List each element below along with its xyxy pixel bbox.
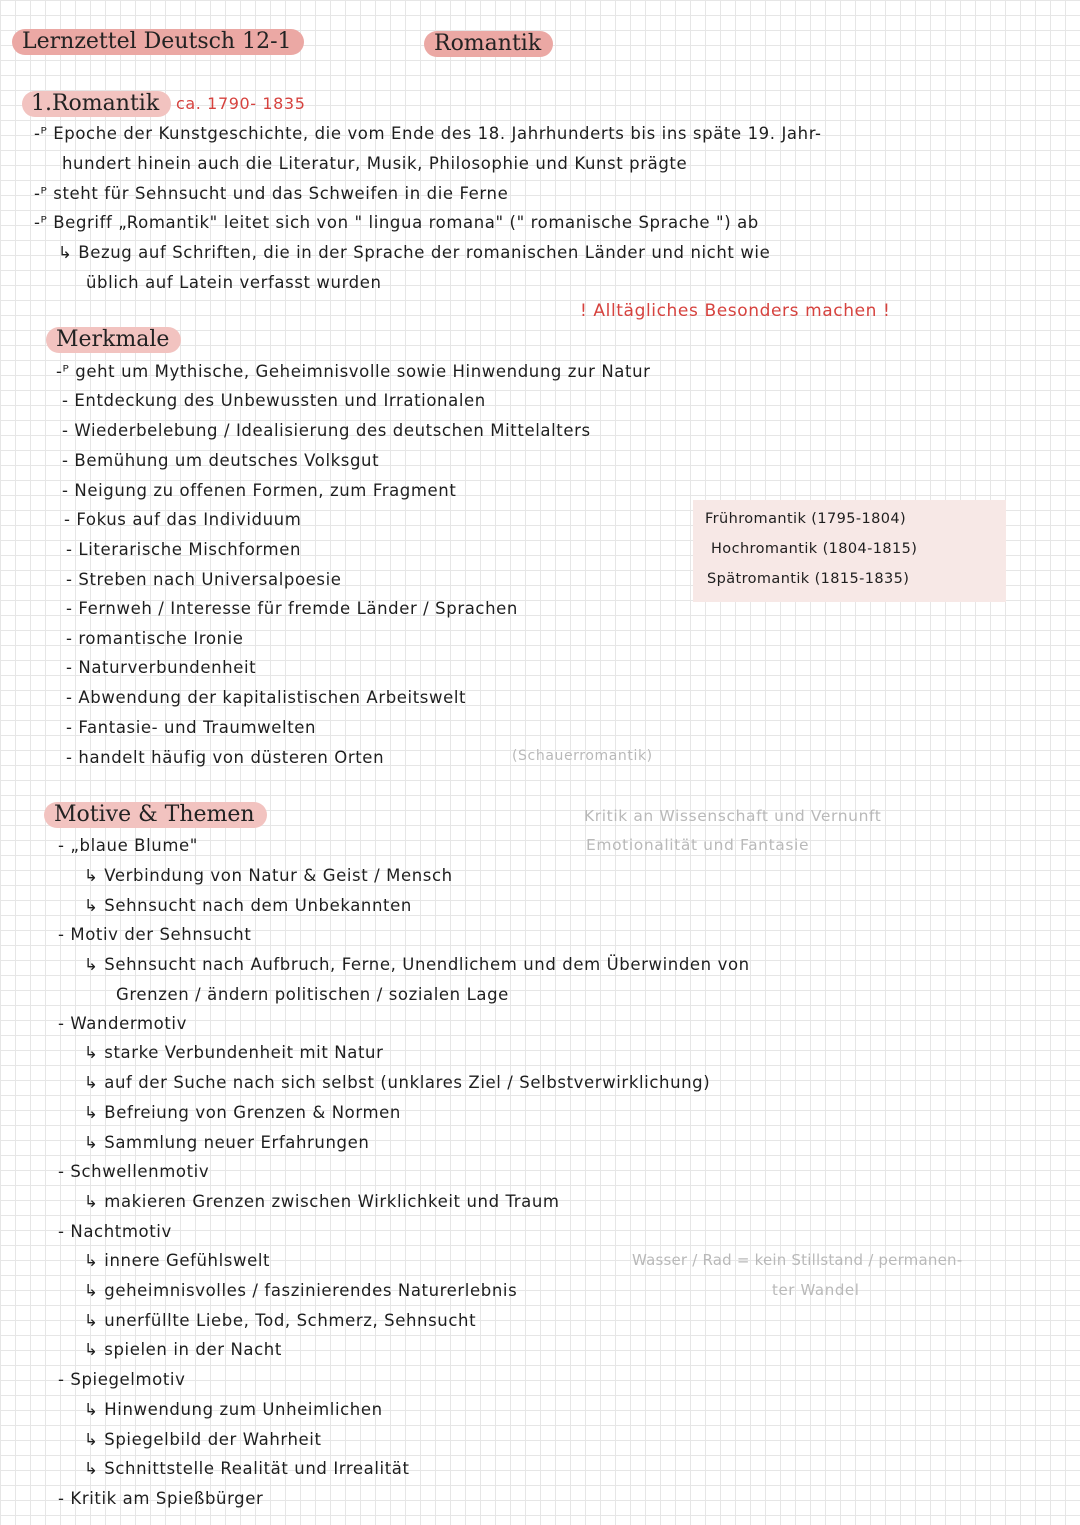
merkmal-item: - Abwendung der kapitalistischen Arbeitswelt: [66, 688, 467, 707]
merkmal-item: - Fokus auf das Individuum: [64, 510, 302, 529]
side-note-emotion: Emotionalität und Fantasie: [586, 836, 810, 854]
slogan: ! Alltägliches Besonders machen !: [580, 301, 891, 321]
motiv-line: Grenzen / ändern politischen / sozialen Lage: [116, 985, 509, 1004]
side-note-kritik: Kritik an Wissenschaft und Vernunft: [584, 807, 882, 825]
motiv-line: - Schwellenmotiv: [58, 1162, 210, 1181]
motiv-line: ↳ innere Gefühlswelt: [84, 1251, 271, 1270]
phases-box: [693, 500, 1006, 602]
motiv-line: ↳ Schnittstelle Realität und Irrealität: [84, 1459, 410, 1478]
intro-line-3: -ᴾ steht für Sehnsucht und das Schweifen in die Ferne: [34, 184, 509, 203]
intro-line-5: ↳ Bezug auf Schriften, die in der Sprache der romanischen Länder und nicht wie: [58, 243, 771, 262]
motiv-line: ↳ Befreiung von Grenzen & Normen: [84, 1103, 401, 1122]
motiv-line: ↳ Spiegelbild der Wahrheit: [84, 1430, 322, 1449]
motiv-line: ↳ Hinwendung zum Unheimlichen: [84, 1400, 383, 1419]
merkmal-item: -ᴾ geht um Mythische, Geheimnisvolle sowie Hinwendung zur Natur: [56, 362, 651, 381]
section-heading-motive: Motive & Themen: [44, 802, 267, 828]
motiv-line: ↳ starke Verbundenheit mit Natur: [84, 1043, 384, 1062]
motiv-line: - Kritik am Spießbürger: [58, 1489, 264, 1508]
merkmal-item: - Fernweh / Interesse für fremde Länder / Sprachen: [66, 599, 518, 618]
motiv-line: - Motiv der Sehnsucht: [58, 925, 252, 944]
merkmal-item: - Streben nach Universalpoesie: [66, 570, 342, 589]
epoch-date: ca. 1790- 1835: [176, 94, 306, 113]
motiv-line: ↳ Sammlung neuer Erfahrungen: [84, 1133, 370, 1152]
merkmal-item: - Bemühung um deutsches Volksgut: [62, 451, 380, 470]
motiv-line: - „blaue Blume": [58, 836, 198, 855]
motiv-line: ↳ Sehnsucht nach dem Unbekannten: [84, 896, 412, 915]
merkmal-item: - Fantasie- und Traumwelten: [66, 718, 317, 737]
motiv-line: ↳ makieren Grenzen zwischen Wirklichkeit und Traum: [84, 1192, 560, 1211]
wander-note-2: ter Wandel: [772, 1281, 860, 1299]
section-heading-romantik: 1.Romantik: [22, 91, 171, 117]
intro-line-2: hundert hinein auch die Literatur, Musik, Philosophie und Kunst prägte: [62, 154, 688, 173]
wander-note-1: Wasser / Rad = kein Stillstand / permanen-: [632, 1251, 963, 1269]
sheet-title: Lernzettel Deutsch 12-1: [12, 29, 304, 55]
motiv-line: ↳ auf der Suche nach sich selbst (unklares Ziel / Selbstverwirklichung): [84, 1073, 711, 1092]
topic-title: Romantik: [424, 31, 553, 57]
merkmal-item: - Neigung zu offenen Formen, zum Fragment: [62, 481, 457, 500]
intro-line-1: -ᴾ Epoche der Kunstgeschichte, die vom Ende des 18. Jahrhunderts bis ins späte 19. Jahr-: [34, 124, 822, 143]
intro-line-6: üblich auf Latein verfasst wurden: [86, 273, 382, 292]
merkmal-item: - Literarische Mischformen: [66, 540, 302, 559]
motiv-line: ↳ unerfüllte Liebe, Tod, Schmerz, Sehnsucht: [84, 1311, 477, 1330]
motiv-line: - Wandermotiv: [58, 1014, 187, 1033]
motiv-line: ↳ Verbindung von Natur & Geist / Mensch: [84, 866, 453, 885]
motiv-line: - Spiegelmotiv: [58, 1370, 186, 1389]
note-schauerromantik: (Schauerromantik): [512, 748, 653, 764]
motiv-line: - Nachtmotiv: [58, 1222, 172, 1241]
merkmal-item: - romantische Ironie: [66, 629, 244, 648]
merkmal-item: - Naturverbundenheit: [66, 658, 257, 677]
section-heading-merkmale: Merkmale: [46, 327, 181, 353]
merkmal-item: - Wiederbelebung / Idealisierung des deutschen Mittelalters: [62, 421, 591, 440]
motiv-line: ↳ spielen in der Nacht: [84, 1340, 282, 1359]
phase-early: Frühromantik (1795-1804): [705, 511, 907, 527]
phase-high: Hochromantik (1804-1815): [711, 541, 918, 557]
motiv-line: ↳ geheimnisvolles / faszinierendes Naturerlebnis: [84, 1281, 518, 1300]
phase-late: Spätromantik (1815-1835): [707, 571, 910, 587]
motiv-line: ↳ Sehnsucht nach Aufbruch, Ferne, Unendlichem und dem Überwinden von: [84, 955, 750, 974]
merkmal-item: - Entdeckung des Unbewussten und Irrationalen: [62, 391, 486, 410]
intro-line-4: -ᴾ Begriff „Romantik" leitet sich von " lingua romana" (" romanische Sprache ") ab: [34, 213, 759, 232]
merkmal-item: - handelt häufig von düsteren Orten: [66, 748, 385, 767]
